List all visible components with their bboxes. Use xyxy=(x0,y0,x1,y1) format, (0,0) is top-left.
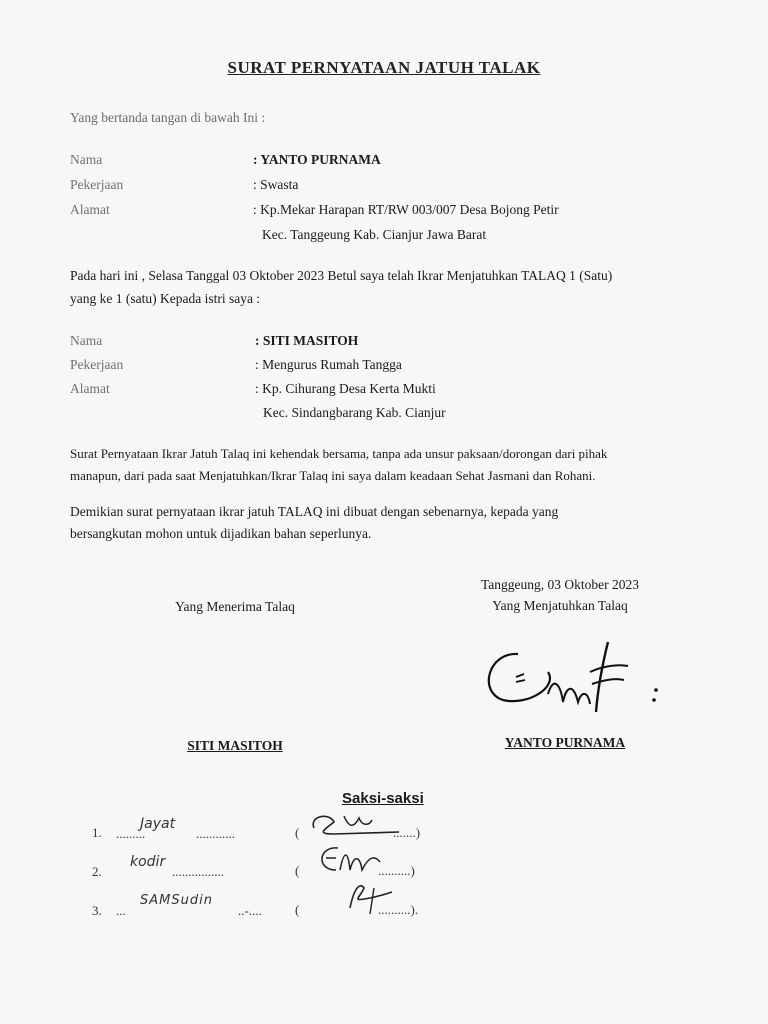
document-title: SURAT PERNYATAAN JATUH TALAK xyxy=(227,58,541,77)
value-pekerjaan-1: : Swasta xyxy=(253,177,299,192)
place-date: Tanggeung, 03 Oktober 2023 xyxy=(480,577,640,592)
para1-line2: yang ke 1 (satu) Kepada istri saya : xyxy=(70,291,261,306)
value-alamat-2-line1: : Kp. Cihurang Desa Kerta Mukti xyxy=(255,381,436,396)
witness-name: SAMSudin xyxy=(140,893,213,908)
intro-text: Yang bertanda tangan di bawah Ini : xyxy=(70,110,266,125)
witness-paren-open: ( xyxy=(295,902,300,917)
value-pekerjaan-2: : Mengurus Rumah Tangga xyxy=(255,357,402,372)
witness-name: kodir xyxy=(130,854,166,870)
value-nama-2: : SITI MASITOH xyxy=(255,333,359,348)
label-alamat-1: Alamat xyxy=(70,202,110,217)
witness-name: Jayat xyxy=(140,816,176,832)
witness-paren-close: .......) xyxy=(393,825,421,840)
para2-line2: manapun, dari pada saat Menjatuhkan/Ikrar Talaq ini saya dalam keadaan Sehat Jasmani dan Rohani. xyxy=(70,468,596,483)
witness-signature-3 xyxy=(330,878,410,918)
right-role: Yang Menjatuhkan Talaq xyxy=(492,598,628,613)
witness-signature-1 xyxy=(304,808,414,840)
witness-signature-2 xyxy=(308,840,398,880)
value-alamat-2-line2: Kec. Sindangbarang Kab. Cianjur xyxy=(263,405,446,420)
signature-yanto xyxy=(478,632,678,722)
label-pekerjaan-1: Pekerjaan xyxy=(70,177,124,192)
left-role: Yang Menerima Talaq xyxy=(175,599,295,614)
right-name: YANTO PURNAMA xyxy=(504,735,626,750)
para1-line1: Pada hari ini , Selasa Tanggal 03 Oktober 2023 Betul saya telah Ikrar Menjatuhkan TALAQ 1 (Satu) xyxy=(70,268,613,283)
label-alamat-2: Alamat xyxy=(70,381,110,396)
witness-dots: ................ xyxy=(172,864,224,879)
witness-number: 2. xyxy=(92,864,102,879)
label-nama-2: Nama xyxy=(70,333,103,348)
value-alamat-1-line2: Kec. Tanggeung Kab. Cianjur Jawa Barat xyxy=(262,227,487,242)
para3-line2: bersangkutan mohon untuk dijadikan bahan seperlunya. xyxy=(70,526,372,541)
witness-paren-close: ..........) xyxy=(378,863,415,878)
witness-dots: ..-.... xyxy=(238,903,262,918)
label-nama-1: Nama xyxy=(70,152,103,167)
left-name: SITI MASITOH xyxy=(187,738,283,753)
witnesses-heading: Saksi-saksi xyxy=(342,790,424,807)
witness-number: 3. xyxy=(92,903,102,918)
witness-number: 1. xyxy=(92,825,102,840)
witness-paren-open: ( xyxy=(295,863,300,878)
para2-line1: Surat Pernyataan Ikrar Jatuh Talaq ini kehendak bersama, tanpa ada unsur paksaan/dorongan dari pihak xyxy=(70,446,608,461)
witness-paren-open: ( xyxy=(295,825,300,840)
para3-line1: Demikian surat pernyataan ikrar jatuh TALAQ ini dibuat dengan sebenarnya, kepada yang xyxy=(70,504,559,519)
value-alamat-1-line1: : Kp.Mekar Harapan RT/RW 003/007 Desa Bojong Petir xyxy=(253,202,559,217)
witness-paren-close: ..........). xyxy=(378,902,419,917)
witness-dots-lead: ......... xyxy=(116,826,146,841)
label-pekerjaan-2: Pekerjaan xyxy=(70,357,124,372)
witness-dots: ............ xyxy=(196,826,235,841)
value-nama-1: : YANTO PURNAMA xyxy=(253,152,381,167)
witness-dots-lead: ... xyxy=(116,903,126,918)
